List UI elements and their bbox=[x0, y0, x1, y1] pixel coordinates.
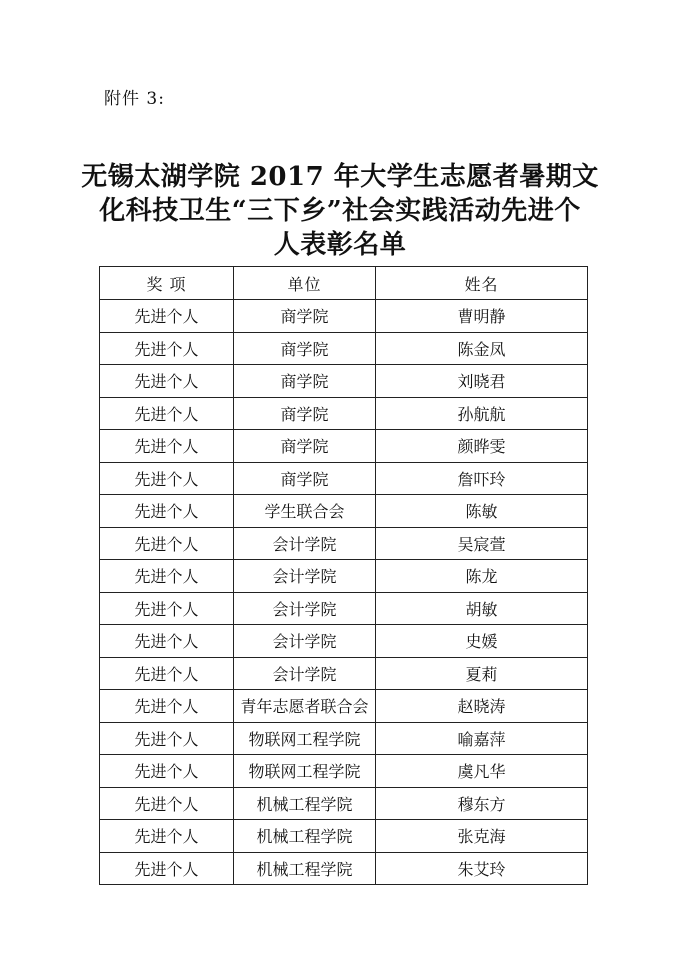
title-line-1: 无锡太湖学院 2017 年大学生志愿者暑期文 bbox=[81, 162, 599, 192]
header-name: 姓名 bbox=[376, 267, 588, 300]
name-cell: 夏莉 bbox=[376, 657, 588, 690]
award-cell: 先进个人 bbox=[100, 820, 234, 853]
name-cell: 朱艾玲 bbox=[376, 852, 588, 885]
unit-cell: 机械工程学院 bbox=[234, 787, 376, 820]
unit-cell: 会计学院 bbox=[234, 527, 376, 560]
award-cell: 先进个人 bbox=[100, 332, 234, 365]
unit-cell: 商学院 bbox=[234, 462, 376, 495]
table-row bbox=[100, 332, 588, 365]
name-cell: 颜晔雯 bbox=[376, 430, 588, 463]
name-cell: 虞凡华 bbox=[376, 755, 588, 788]
header-unit: 单位 bbox=[234, 267, 376, 300]
name-cell: 穆东方 bbox=[376, 787, 588, 820]
attachment-label: 附件 3: bbox=[104, 89, 165, 109]
award-cell: 先进个人 bbox=[100, 495, 234, 528]
name-cell: 史媛 bbox=[376, 625, 588, 658]
award-cell: 先进个人 bbox=[100, 787, 234, 820]
unit-cell: 机械工程学院 bbox=[234, 820, 376, 853]
document-title bbox=[60, 160, 620, 262]
award-cell: 先进个人 bbox=[100, 852, 234, 885]
table-row bbox=[100, 527, 588, 560]
unit-cell: 机械工程学院 bbox=[234, 852, 376, 885]
award-cell: 先进个人 bbox=[100, 365, 234, 398]
award-cell: 先进个人 bbox=[100, 527, 234, 560]
table-row bbox=[100, 592, 588, 625]
unit-cell: 会计学院 bbox=[234, 560, 376, 593]
table-header bbox=[100, 267, 588, 300]
table-row bbox=[100, 462, 588, 495]
award-cell: 先进个人 bbox=[100, 300, 234, 333]
header-row bbox=[100, 267, 588, 300]
table-row bbox=[100, 495, 588, 528]
award-table bbox=[99, 266, 588, 885]
table-row bbox=[100, 787, 588, 820]
award-cell: 先进个人 bbox=[100, 430, 234, 463]
unit-cell: 会计学院 bbox=[234, 592, 376, 625]
unit-cell: 会计学院 bbox=[234, 625, 376, 658]
table-row bbox=[100, 755, 588, 788]
name-cell: 刘晓君 bbox=[376, 365, 588, 398]
award-cell: 先进个人 bbox=[100, 462, 234, 495]
table-row bbox=[100, 722, 588, 755]
name-cell: 孙航航 bbox=[376, 397, 588, 430]
table-row bbox=[100, 365, 588, 398]
award-cell: 先进个人 bbox=[100, 560, 234, 593]
unit-cell: 物联网工程学院 bbox=[234, 722, 376, 755]
table-row bbox=[100, 560, 588, 593]
award-cell: 先进个人 bbox=[100, 625, 234, 658]
name-cell: 赵晓涛 bbox=[376, 690, 588, 723]
table-row bbox=[100, 852, 588, 885]
title-line-2: 化科技卫生“三下乡”社会实践活动先进个 bbox=[99, 196, 581, 226]
unit-cell: 商学院 bbox=[234, 300, 376, 333]
table-row bbox=[100, 300, 588, 333]
header-award: 奖 项 bbox=[100, 267, 234, 300]
award-cell: 先进个人 bbox=[100, 755, 234, 788]
award-cell: 先进个人 bbox=[100, 690, 234, 723]
award-cell: 先进个人 bbox=[100, 657, 234, 690]
award-cell: 先进个人 bbox=[100, 397, 234, 430]
table-row bbox=[100, 657, 588, 690]
award-cell: 先进个人 bbox=[100, 722, 234, 755]
name-cell: 詹吓玲 bbox=[376, 462, 588, 495]
unit-cell: 商学院 bbox=[234, 397, 376, 430]
name-cell: 陈金凤 bbox=[376, 332, 588, 365]
name-cell: 陈敏 bbox=[376, 495, 588, 528]
table-row bbox=[100, 820, 588, 853]
title-line-3: 人表彰名单 bbox=[273, 230, 407, 260]
unit-cell: 商学院 bbox=[234, 365, 376, 398]
name-cell: 陈龙 bbox=[376, 560, 588, 593]
unit-cell: 商学院 bbox=[234, 430, 376, 463]
name-cell: 吴宸萱 bbox=[376, 527, 588, 560]
unit-cell: 学生联合会 bbox=[234, 495, 376, 528]
table-row bbox=[100, 397, 588, 430]
table-row bbox=[100, 625, 588, 658]
unit-cell: 物联网工程学院 bbox=[234, 755, 376, 788]
unit-cell: 青年志愿者联合会 bbox=[234, 690, 376, 723]
name-cell: 曹明静 bbox=[376, 300, 588, 333]
table-row bbox=[100, 430, 588, 463]
name-cell: 胡敏 bbox=[376, 592, 588, 625]
table-row bbox=[100, 690, 588, 723]
table-body bbox=[100, 300, 588, 885]
award-cell: 先进个人 bbox=[100, 592, 234, 625]
unit-cell: 商学院 bbox=[234, 332, 376, 365]
name-cell: 喻嘉萍 bbox=[376, 722, 588, 755]
unit-cell: 会计学院 bbox=[234, 657, 376, 690]
name-cell: 张克海 bbox=[376, 820, 588, 853]
